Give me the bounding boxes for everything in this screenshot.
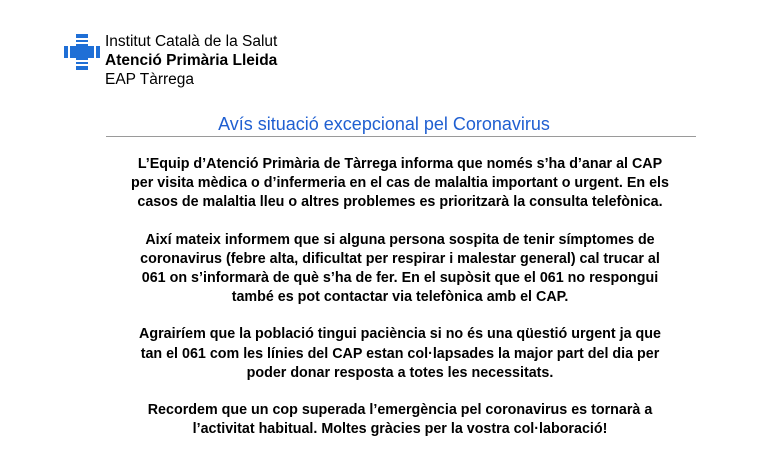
notice-paragraph-3 [96, 325, 704, 383]
health-cross-icon [64, 34, 100, 70]
title-divider [106, 136, 696, 137]
paragraph-line: Recordem que un cop superada l’emergència pel coronavirus es tornarà a [147, 402, 653, 419]
paragraph-line: Així mateix informem que si alguna persona sospita de tenir símptomes de [145, 231, 655, 248]
header [64, 32, 364, 92]
paragraph-line: tan el 061 com les línies del CAP estan col·lapsades la major part del dia per [140, 345, 660, 362]
paragraph-line: L’Equip d’Atenció Primària de Tàrrega informa que només s’ha d’anar al CAP [137, 156, 663, 172]
org-division-line: Atenció Primària Lleida [105, 52, 278, 69]
paragraph-line: poder donar resposta a totes les necessitats. [246, 364, 554, 381]
paragraph-line: coronavirus (febre alta, dificultat per respirar i malestar general) cal trucar al [140, 250, 660, 267]
paragraph-line: per visita mèdica o d’infermeria en el cas de malaltia important o urgent. En els [131, 175, 669, 192]
notice-paragraph-2 [96, 231, 704, 308]
notice-title: Avís situació excepcional pel Coronavirus [218, 114, 550, 134]
organization-name [105, 32, 277, 89]
notice-paragraph-1 [96, 155, 704, 213]
paragraph-line: també es pot contactar via telefònica amb el CAP. [231, 289, 569, 306]
paragraph-line: 061 on s’informarà de què s’ha de fer. En el supòsit que el 061 no respongui [141, 270, 659, 287]
notice-paragraph-4 [96, 401, 704, 439]
notice-body [96, 155, 704, 439]
paragraph-line: casos de malaltia lleu o altres problemes es prioritzarà la consulta telefònica. [137, 194, 663, 211]
org-name-line: Institut Català de la Salut [105, 33, 278, 50]
paragraph-line: Agrairíem que la població tingui paciència si no és una qüestió urgent ja que [139, 326, 661, 343]
paragraph-line: l’activitat habitual. Moltes gràcies per la vostra col·laboració! [192, 421, 608, 438]
org-team-line: EAP Tàrrega [105, 71, 195, 88]
